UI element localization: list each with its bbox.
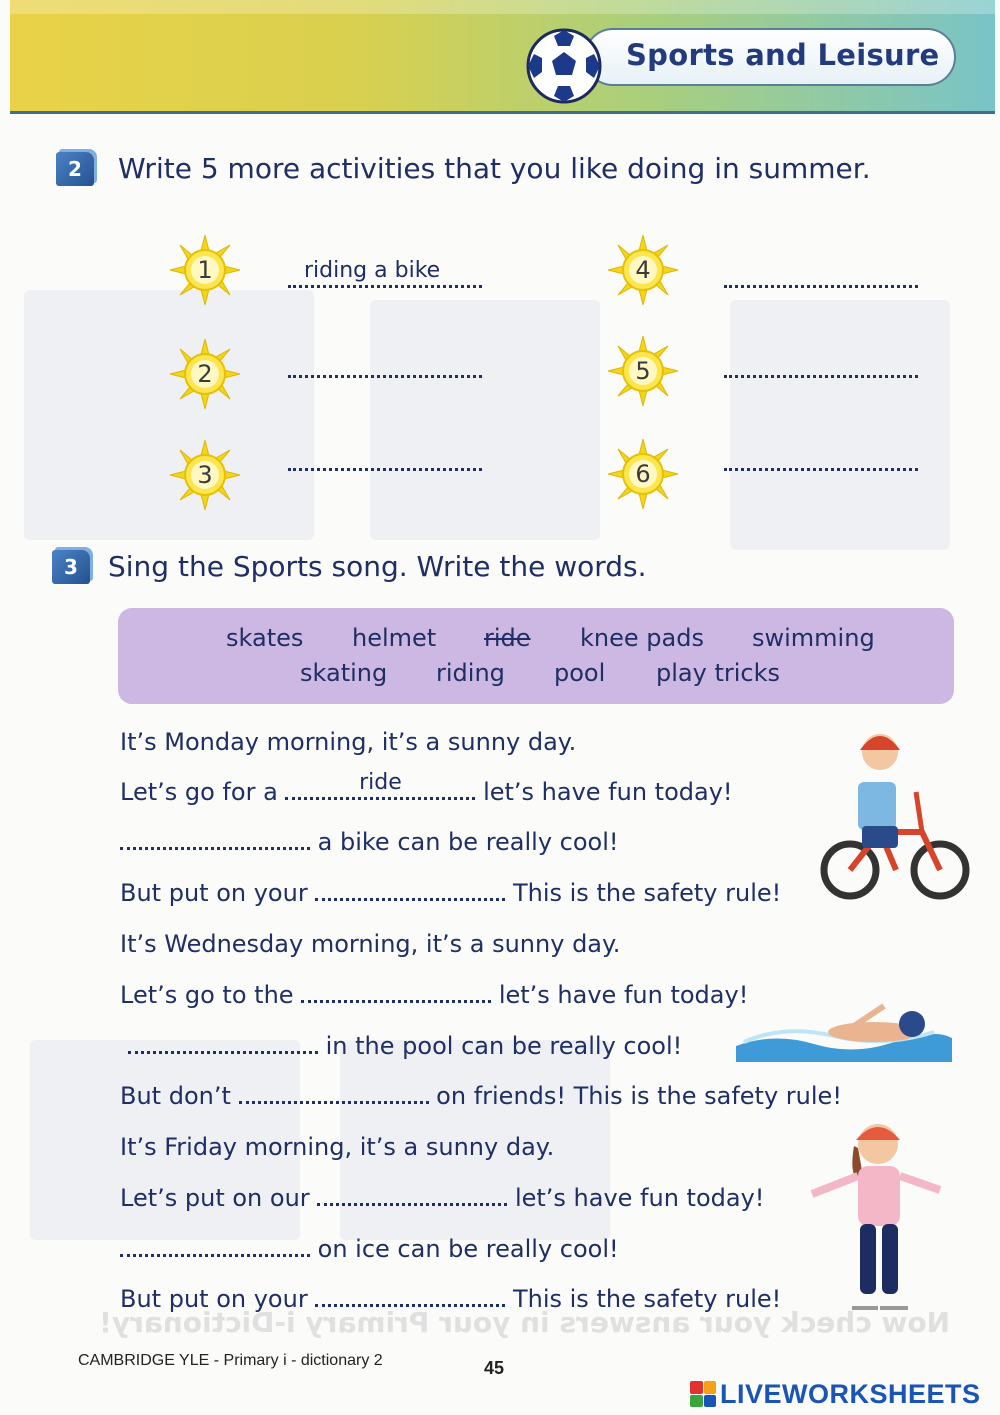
page-title: Sports and Leisure [626,38,940,72]
song-blank[interactable] [239,1098,429,1104]
word-bank-item: swimming [752,624,875,652]
answer-text-1: riding a bike [304,258,441,283]
song-blank[interactable] [317,1200,507,1206]
item-number: 4 [635,256,651,284]
sun-number-badge [606,437,680,511]
song-text: It’s Wednesday morning, it’s a sunny day. [120,930,621,958]
item-number: 5 [635,357,651,385]
song-text: This is the safety rule! [512,1285,782,1313]
word-bank-item: helmet [352,624,437,652]
word-bank-item-used: ride [484,624,531,652]
swimmer-illustration [734,1002,954,1064]
blank-answer: ride [359,770,402,795]
song-text: This is the safety rule! [512,879,782,907]
song-blank[interactable] [301,997,491,1003]
song-blank[interactable] [120,1251,310,1257]
song-text: in the pool can be really cool! [325,1032,683,1060]
song-line [128,1032,682,1060]
song-text: It’s Friday morning, it’s a sunny day. [120,1133,555,1161]
page-number: 45 [484,1358,505,1378]
answer-line-1[interactable] [288,284,482,288]
song-text: let’s have fun today! [514,1184,765,1212]
show-through-text: Now check your answers in your Primary i-Dictionary! [99,1306,950,1339]
word-bank-item: skates [226,624,304,652]
item-number: 3 [197,461,213,489]
skater-illustration [808,1112,948,1322]
song-blank[interactable] [315,895,505,901]
background-photo [370,300,600,540]
answer-line-4[interactable] [724,284,918,288]
cyclist-illustration [818,722,970,900]
song-line [120,770,733,806]
song-text: But put on your [120,1285,308,1313]
song-text: a bike can be really cool! [317,828,619,856]
song-line [120,828,619,856]
exercise-instruction: Sing the Sports song. Write the words. [108,550,647,583]
song-line [120,879,781,907]
song-text: let’s have fun today! [498,981,749,1009]
song-line [120,930,620,958]
background-photo [730,300,950,550]
exercise-number: 2 [56,152,94,186]
song-line [120,728,576,756]
song-line [120,1082,842,1110]
song-blank[interactable] [285,770,475,800]
song-text: on ice can be really cool! [317,1235,619,1263]
word-bank-box [118,608,954,704]
sun-number-badge [606,233,680,307]
song-blank[interactable] [120,844,310,850]
sun-number-badge [168,337,242,411]
word-bank-item: knee pads [580,624,704,652]
item-number: 2 [197,360,213,388]
word-bank-item: riding [436,659,505,687]
song-line [120,1184,764,1212]
word-bank-item: pool [554,659,606,687]
song-line [120,1235,619,1263]
song-text: let’s have fun today! [483,778,733,806]
word-bank-item: skating [300,659,388,687]
song-text: on friends! This is the safety rule! [436,1082,842,1110]
item-number: 1 [197,256,213,284]
song-text: Let’s go for a [120,778,278,806]
answer-line-5[interactable] [724,374,918,378]
answer-line-3[interactable] [288,467,482,471]
sun-number-badge [168,438,242,512]
item-number: 6 [635,460,651,488]
exercise-number: 3 [52,550,90,584]
liveworksheets-icon [690,1381,716,1407]
answer-line-2[interactable] [288,374,482,378]
answer-line-6[interactable] [724,467,918,471]
sun-number-badge [168,233,242,307]
song-line [120,981,748,1009]
sun-number-badge [606,334,680,408]
song-blank[interactable] [128,1048,318,1054]
song-text: But put on your [120,879,308,907]
song-text: But don’t [120,1082,231,1110]
football-icon [524,26,604,106]
liveworksheets-wordmark: LIVEWORKSHEETS [720,1378,981,1409]
song-text: It’s Monday morning, it’s a sunny day. [120,728,577,756]
song-text: Let’s put on our [120,1184,310,1212]
song-text: Let’s go to the [120,981,294,1009]
word-bank-item: play tricks [656,659,780,687]
liveworksheets-logo [690,1378,995,1410]
exercise-instruction: Write 5 more activities that you like doing in summer. [118,152,871,185]
song-line [120,1133,554,1161]
book-title: CAMBRIDGE YLE - Primary i - dictionary 2 [78,1352,383,1369]
